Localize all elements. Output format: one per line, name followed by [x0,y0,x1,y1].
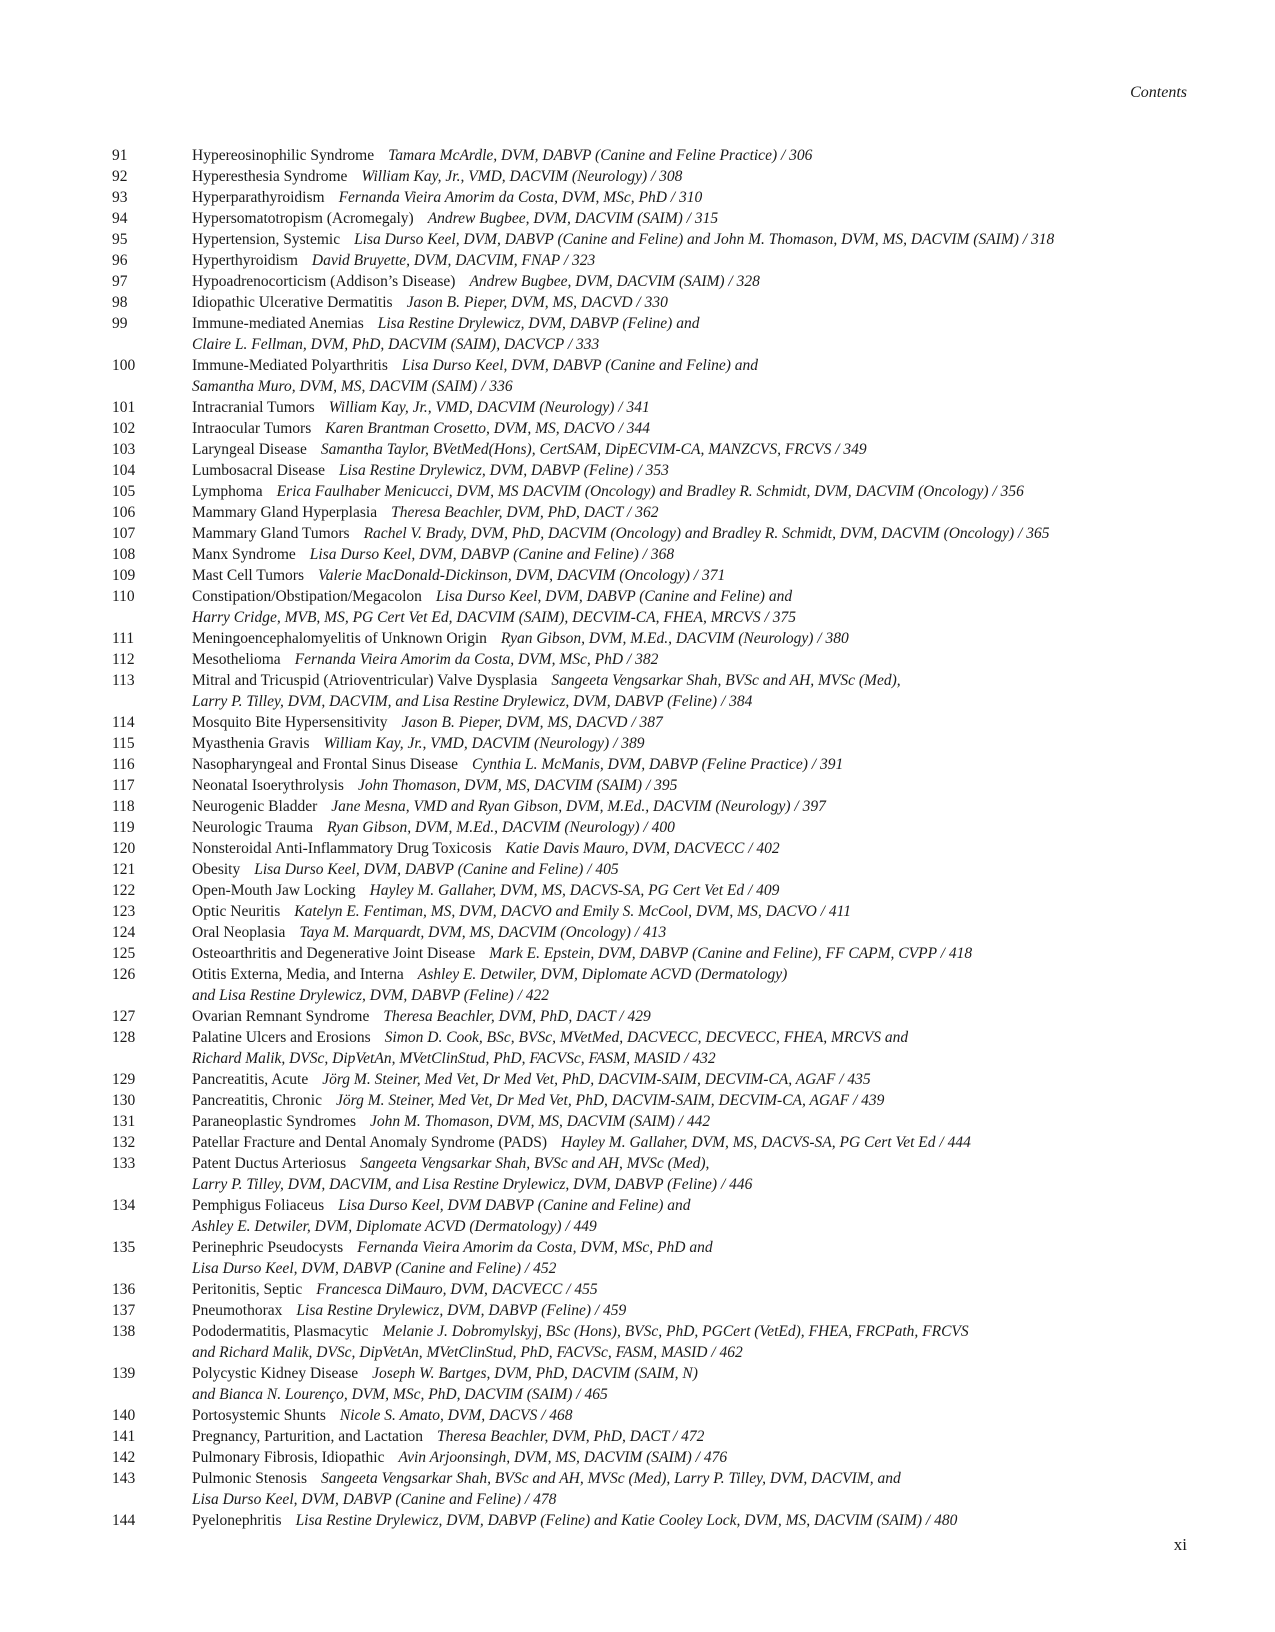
chapter-authors: Theresa Beachler, DVM, PhD, DACT / 362 [391,504,659,521]
chapter-title: Mesothelioma [192,651,281,668]
chapter-number: 106 [112,504,136,521]
chapter-number: 125 [112,945,136,962]
chapter-authors: Lisa Restine Drylewicz, DVM, DABVP (Feline) / 459 [296,1302,627,1319]
chapter-title: Neonatal Isoerythrolysis [192,777,344,794]
chapter-number: 104 [112,462,136,479]
chapter-authors: Lisa Restine Drylewicz, DVM, DABVP (Feline) and [377,315,700,332]
toc-entry [0,502,1275,523]
chapter-number: 130 [112,1092,136,1109]
toc-entry [0,1090,1275,1111]
chapter-number: 97 [112,273,128,290]
toc-entry [0,187,1275,208]
chapter-title: Lumbosacral Disease [192,462,325,479]
chapter-authors: Jane Mesna, VMD and Ryan Gibson, DVM, M.Ed., DACVIM (Neurology) / 397 [331,798,826,815]
toc-entry [0,649,1275,670]
chapter-number: 142 [112,1449,136,1466]
chapter-authors: Hayley M. Gallaher, DVM, MS, DACVS-SA, PG Cert Vet Ed / 444 [561,1134,971,1151]
table-of-contents [0,145,1275,1531]
chapter-authors: Ryan Gibson, DVM, M.Ed., DACVIM (Neurology) / 400 [326,819,675,836]
chapter-authors-continued: and Lisa Restine Drylewicz, DVM, DABVP (Feline) / 422 [192,987,550,1004]
chapter-title: Optic Neuritis [192,903,281,920]
chapter-authors: Sangeeta Vengsarkar Shah, BVSc and AH, MVSc (Med), [360,1155,710,1172]
chapter-authors: Ashley E. Detwiler, DVM, Diplomate ACVD (Dermatology) [417,966,788,983]
toc-entry [0,901,1275,922]
toc-entry [0,145,1275,166]
toc-entry [0,1153,1275,1195]
toc-entry [0,271,1275,292]
chapter-title: Neurologic Trauma [192,819,313,836]
toc-entry [0,754,1275,775]
chapter-number: 119 [112,819,135,836]
chapter-number: 100 [112,357,136,374]
chapter-authors: Mark E. Epstein, DVM, DABVP (Canine and Feline), FF CAPM, CVPP / 418 [489,945,973,962]
chapter-number: 139 [112,1365,136,1382]
chapter-number: 115 [112,735,135,752]
chapter-title: Intraocular Tumors [192,420,312,437]
chapter-authors: Sangeeta Vengsarkar Shah, BVSc and AH, MVSc (Med), [551,672,901,689]
chapter-authors: Tamara McArdle, DVM, DABVP (Canine and Feline Practice) / 306 [388,147,813,164]
chapter-authors: Katelyn E. Fentiman, MS, DVM, DACVO and Emily S. McCool, DVM, MS, DACVO / 411 [294,903,851,920]
chapter-authors: Lisa Durso Keel, DVM, DABVP (Canine and Feline) / 368 [309,546,675,563]
chapter-authors: Melanie J. Dobromylskyj, BSc (Hons), BVSc, PhD, PGCert (VetEd), FHEA, FRCPath, FRCVS [382,1323,969,1340]
toc-entry [0,1405,1275,1426]
chapter-title: Intracranial Tumors [192,399,315,416]
toc-entry [0,796,1275,817]
chapter-number: 116 [112,756,135,773]
chapter-authors: Katie Davis Mauro, DVM, DACVECC / 402 [505,840,780,857]
chapter-authors: Andrew Bugbee, DVM, DACVIM (SAIM) / 328 [469,273,760,290]
toc-entry [0,775,1275,796]
chapter-title: Paraneoplastic Syndromes [192,1113,357,1130]
chapter-authors: Lisa Durso Keel, DVM, DABVP (Canine and Feline) and [401,357,759,374]
chapter-title: Immune-mediated Anemias [192,315,364,332]
chapter-number: 137 [112,1302,136,1319]
chapter-number: 132 [112,1134,136,1151]
toc-entry [0,544,1275,565]
chapter-authors: Jörg M. Steiner, Med Vet, Dr Med Vet, PhD, DACVIM-SAIM, DECVIM-CA, AGAF / 439 [336,1092,885,1109]
toc-entry [0,1279,1275,1300]
chapter-authors: Theresa Beachler, DVM, PhD, DACT / 472 [437,1428,705,1445]
chapter-title: Obesity [192,861,241,878]
toc-entry [0,397,1275,418]
toc-entry [0,943,1275,964]
chapter-title: Hyperparathyroidism [192,189,325,206]
chapter-authors: David Bruyette, DVM, DACVIM, FNAP / 323 [311,252,596,269]
chapter-title: Patent Ductus Arteriosus [192,1155,347,1172]
chapter-authors: Hayley M. Gallaher, DVM, MS, DACVS-SA, PG Cert Vet Ed / 409 [369,882,780,899]
chapter-authors: William Kay, Jr., VMD, DACVIM (Neurology) / 389 [323,735,645,752]
toc-entry [0,733,1275,754]
toc-entry [0,418,1275,439]
chapter-title: Manx Syndrome [192,546,296,563]
chapter-title: Portosystemic Shunts [192,1407,326,1424]
toc-entry [0,964,1275,1006]
page-number: xi [1173,1535,1187,1554]
chapter-authors: Lisa Durso Keel, DVM DABVP (Canine and Feline) and [338,1197,691,1214]
chapter-title: Neurogenic Bladder [192,798,318,815]
chapter-title: Constipation/Obstipation/Megacolon [192,588,422,605]
chapter-authors-continued: Claire L. Fellman, DVM, PhD, DACVIM (SAIM), DACVCP / 333 [192,336,600,353]
chapter-title: Pregnancy, Parturition, and Lactation [192,1428,423,1445]
chapter-title: Mosquito Bite Hypersensitivity [192,714,388,731]
chapter-title: Nonsteroidal Anti-Inflammatory Drug Toxicosis [192,840,492,857]
chapter-authors: Rachel V. Brady, DVM, PhD, DACVIM (Oncology) and Bradley R. Schmidt, DVM, DACVIM (Oncology) / 365 [363,525,1050,542]
chapter-title: Pemphigus Foliaceus [192,1197,325,1214]
chapter-number: 105 [112,483,136,500]
chapter-number: 107 [112,525,136,542]
chapter-authors: Karen Brantman Crosetto, DVM, MS, DACVO / 344 [325,420,651,437]
toc-entry [0,439,1275,460]
chapter-number: 92 [112,168,128,185]
chapter-number: 94 [112,210,128,227]
toc-entry [0,292,1275,313]
toc-entry [0,838,1275,859]
chapter-title: Pneumothorax [192,1302,283,1319]
chapter-title: Mast Cell Tumors [192,567,304,584]
chapter-number: 123 [112,903,136,920]
chapter-number: 141 [112,1428,136,1445]
chapter-number: 133 [112,1155,136,1172]
chapter-number: 102 [112,420,136,437]
toc-entry [0,1111,1275,1132]
chapter-authors: John Thomason, DVM, MS, DACVIM (SAIM) / 395 [357,777,678,794]
toc-entry [0,880,1275,901]
chapter-authors: Andrew Bugbee, DVM, DACVIM (SAIM) / 315 [427,210,719,227]
running-head: Contents [1130,84,1187,101]
chapter-authors: Lisa Durso Keel, DVM, DABVP (Canine and Feline) and [435,588,793,605]
chapter-authors: Lisa Restine Drylewicz, DVM, DABVP (Feline) / 353 [339,462,669,479]
chapter-number: 113 [112,672,135,689]
chapter-number: 99 [112,315,128,332]
chapter-title: Perinephric Pseudocysts [192,1239,344,1256]
chapter-authors-continued: and Bianca N. Lourenço, DVM, MSc, PhD, DACVIM (SAIM) / 465 [192,1386,608,1403]
chapter-title: Oral Neoplasia [192,924,286,941]
toc-entry [0,859,1275,880]
chapter-number: 96 [112,252,128,269]
chapter-number: 127 [112,1008,136,1025]
chapter-title: Open-Mouth Jaw Locking [192,882,356,899]
chapter-authors: Ryan Gibson, DVM, M.Ed., DACVIM (Neurology) / 380 [500,630,849,647]
toc-entry [0,355,1275,397]
chapter-title: Immune-Mediated Polyarthritis [192,357,388,374]
chapter-title: Hypertension, Systemic [192,231,341,248]
chapter-number: 110 [112,588,135,605]
toc-entry [0,1237,1275,1279]
chapter-number: 122 [112,882,136,899]
chapter-number: 111 [112,630,135,647]
chapter-number: 144 [112,1512,136,1529]
chapter-authors-continued: Lisa Durso Keel, DVM, DABVP (Canine and Feline) / 478 [192,1491,557,1508]
chapter-authors: Francesca DiMauro, DVM, DACVECC / 455 [316,1281,598,1298]
toc-entry [0,250,1275,271]
chapter-authors: Jason B. Pieper, DVM, MS, DACVD / 387 [401,714,663,731]
chapter-number: 118 [112,798,135,815]
toc-entry [0,565,1275,586]
chapter-authors-continued: and Richard Malik, DVSc, DipVetAn, MVetClinStud, PhD, FACVSc, FASM, MASID / 462 [192,1344,743,1361]
toc-entry [0,670,1275,712]
toc-entry [0,1069,1275,1090]
chapter-number: 135 [112,1239,136,1256]
chapter-number: 95 [112,231,128,248]
chapter-title: Lymphoma [192,483,263,500]
chapter-authors: Nicole S. Amato, DVM, DACVS / 468 [339,1407,573,1424]
toc-entry [0,712,1275,733]
toc-entry [0,1195,1275,1237]
toc-entry [0,1006,1275,1027]
chapter-number: 131 [112,1113,136,1130]
chapter-number: 128 [112,1029,136,1046]
chapter-number: 103 [112,441,136,458]
chapter-number: 143 [112,1470,136,1487]
chapter-authors: John M. Thomason, DVM, MS, DACVIM (SAIM) / 442 [370,1113,711,1130]
toc-entry [0,481,1275,502]
chapter-authors: Samantha Taylor, BVetMed(Hons), CertSAM, DipECVIM-CA, MANZCVS, FRCVS / 349 [320,441,867,458]
toc-entry [0,1027,1275,1069]
chapter-number: 134 [112,1197,136,1214]
chapter-number: 101 [112,399,136,416]
toc-entry [0,1132,1275,1153]
chapter-authors: Avin Arjoonsingh, DVM, MS, DACVIM (SAIM) / 476 [398,1449,728,1466]
chapter-title: Mammary Gland Hyperplasia [192,504,378,521]
chapter-number: 93 [112,189,128,206]
chapter-authors: Simon D. Cook, BSc, BVSc, MVetMed, DACVECC, DECVECC, FHEA, MRCVS and [384,1029,909,1046]
chapter-authors: Jason B. Pieper, DVM, MS, DACVD / 330 [406,294,668,311]
chapter-title: Myasthenia Gravis [192,735,310,752]
chapter-title: Peritonitis, Septic [192,1281,303,1298]
chapter-number: 112 [112,651,135,668]
chapter-title: Nasopharyngeal and Frontal Sinus Disease [192,756,459,773]
chapter-authors: William Kay, Jr., VMD, DACVIM (Neurology) / 308 [361,168,683,185]
chapter-title: Meningoencephalomyelitis of Unknown Origin [192,630,487,647]
chapter-title: Ovarian Remnant Syndrome [192,1008,370,1025]
chapter-title: Pancreatitis, Acute [192,1071,309,1088]
chapter-title: Hypereosinophilic Syndrome [192,147,375,164]
chapter-authors-continued: Richard Malik, DVSc, DipVetAn, MVetClinStud, PhD, FACVSc, FASM, MASID / 432 [192,1050,716,1067]
chapter-title: Idiopathic Ulcerative Dermatitis [192,294,393,311]
chapter-number: 140 [112,1407,136,1424]
chapter-authors-continued: Samantha Muro, DVM, MS, DACVIM (SAIM) / 336 [192,378,513,395]
chapter-title: Pancreatitis, Chronic [192,1092,322,1109]
toc-entry [0,523,1275,544]
toc-entry [0,460,1275,481]
chapter-title: Patellar Fracture and Dental Anomaly Syndrome (PADS) [192,1134,548,1151]
chapter-number: 121 [112,861,136,878]
chapter-authors-continued: Larry P. Tilley, DVM, DACVIM, and Lisa Restine Drylewicz, DVM, DABVP (Feline) / 384 [192,693,753,710]
toc-entry [0,166,1275,187]
chapter-authors-continued: Ashley E. Detwiler, DVM, Diplomate ACVD (Dermatology) / 449 [192,1218,597,1235]
chapter-title: Pulmonary Fibrosis, Idiopathic [192,1449,385,1466]
toc-entry [0,1468,1275,1510]
toc-entry [0,586,1275,628]
chapter-authors-continued: Lisa Durso Keel, DVM, DABVP (Canine and Feline) / 452 [192,1260,557,1277]
chapter-number: 138 [112,1323,136,1340]
toc-entry [0,229,1275,250]
chapter-number: 98 [112,294,128,311]
chapter-number: 126 [112,966,136,983]
chapter-title: Palatine Ulcers and Erosions [192,1029,371,1046]
chapter-authors: Cynthia L. McManis, DVM, DABVP (Feline Practice) / 391 [472,756,844,773]
toc-entry [0,1426,1275,1447]
toc-entry [0,1300,1275,1321]
chapter-title: Hypersomatotropism (Acromegaly) [192,210,414,227]
chapter-authors: Joseph W. Bartges, DVM, PhD, DACVIM (SAIM, N) [372,1365,698,1382]
chapter-authors-continued: Harry Cridge, MVB, MS, PG Cert Vet Ed, DACVIM (SAIM), DECVIM-CA, FHEA, MRCVS / 375 [192,609,796,626]
chapter-number: 114 [112,714,135,731]
chapter-title: Mitral and Tricuspid (Atrioventricular) Valve Dysplasia [192,672,538,689]
chapter-number: 136 [112,1281,136,1298]
chapter-title: Laryngeal Disease [192,441,307,458]
chapter-title: Pyelonephritis [192,1512,282,1529]
chapter-title: Polycystic Kidney Disease [192,1365,359,1382]
chapter-number: 124 [112,924,136,941]
toc-entry [0,1447,1275,1468]
chapter-authors: Lisa Restine Drylewicz, DVM, DABVP (Feline) and Katie Cooley Lock, DVM, MS, DACVIM (SAIM) / 480 [295,1512,958,1529]
chapter-number: 120 [112,840,136,857]
chapter-authors: Valerie MacDonald-Dickinson, DVM, DACVIM (Oncology) / 371 [317,567,726,584]
toc-entry [0,1321,1275,1363]
chapter-authors: Erica Faulhaber Menicucci, DVM, MS DACVIM (Oncology) and Bradley R. Schmidt, DVM, DACVIM (Oncology) / 356 [276,483,1024,500]
chapter-authors: Sangeeta Vengsarkar Shah, BVSc and AH, MVSc (Med), Larry P. Tilley, DVM, DACVIM, and [320,1470,901,1487]
toc-entry [0,628,1275,649]
toc-entry [0,1510,1275,1531]
chapter-authors: Taya M. Marquardt, DVM, MS, DACVIM (Oncology) / 413 [299,924,667,941]
toc-entry [0,313,1275,355]
chapter-title: Hypoadrenocorticism (Addison’s Disease) [192,273,456,290]
chapter-authors: William Kay, Jr., VMD, DACVIM (Neurology) / 341 [328,399,650,416]
chapter-authors: Lisa Durso Keel, DVM, DABVP (Canine and Feline) and John M. Thomason, DVM, MS, DACVIM (SAIM) / 318 [354,231,1055,248]
toc-entry [0,922,1275,943]
chapter-authors: Jörg M. Steiner, Med Vet, Dr Med Vet, PhD, DACVIM-SAIM, DECVIM-CA, AGAF / 435 [322,1071,871,1088]
toc-entry [0,817,1275,838]
chapter-number: 91 [112,147,128,164]
toc-entry [0,1363,1275,1405]
chapter-title: Hyperthyroidism [192,252,298,269]
chapter-title: Pododermatitis, Plasmacytic [192,1323,369,1340]
chapter-title: Mammary Gland Tumors [192,525,350,542]
chapter-authors-continued: Larry P. Tilley, DVM, DACVIM, and Lisa Restine Drylewicz, DVM, DABVP (Feline) / 446 [192,1176,753,1193]
chapter-title: Otitis Externa, Media, and Interna [192,966,404,983]
chapter-authors: Fernanda Vieira Amorim da Costa, DVM, MSc, PhD / 382 [294,651,659,668]
chapter-title: Hyperesthesia Syndrome [192,168,348,185]
chapter-number: 117 [112,777,135,794]
chapter-number: 108 [112,546,136,563]
chapter-number: 129 [112,1071,136,1088]
toc-entry [0,208,1275,229]
chapter-authors: Lisa Durso Keel, DVM, DABVP (Canine and Feline) / 405 [254,861,619,878]
chapter-authors: Theresa Beachler, DVM, PhD, DACT / 429 [383,1008,651,1025]
chapter-authors: Fernanda Vieira Amorim da Costa, DVM, MSc, PhD / 310 [338,189,703,206]
chapter-number: 109 [112,567,136,584]
chapter-title: Pulmonic Stenosis [192,1470,307,1487]
chapter-authors: Fernanda Vieira Amorim da Costa, DVM, MSc, PhD and [357,1239,713,1256]
chapter-title: Osteoarthritis and Degenerative Joint Disease [192,945,476,962]
